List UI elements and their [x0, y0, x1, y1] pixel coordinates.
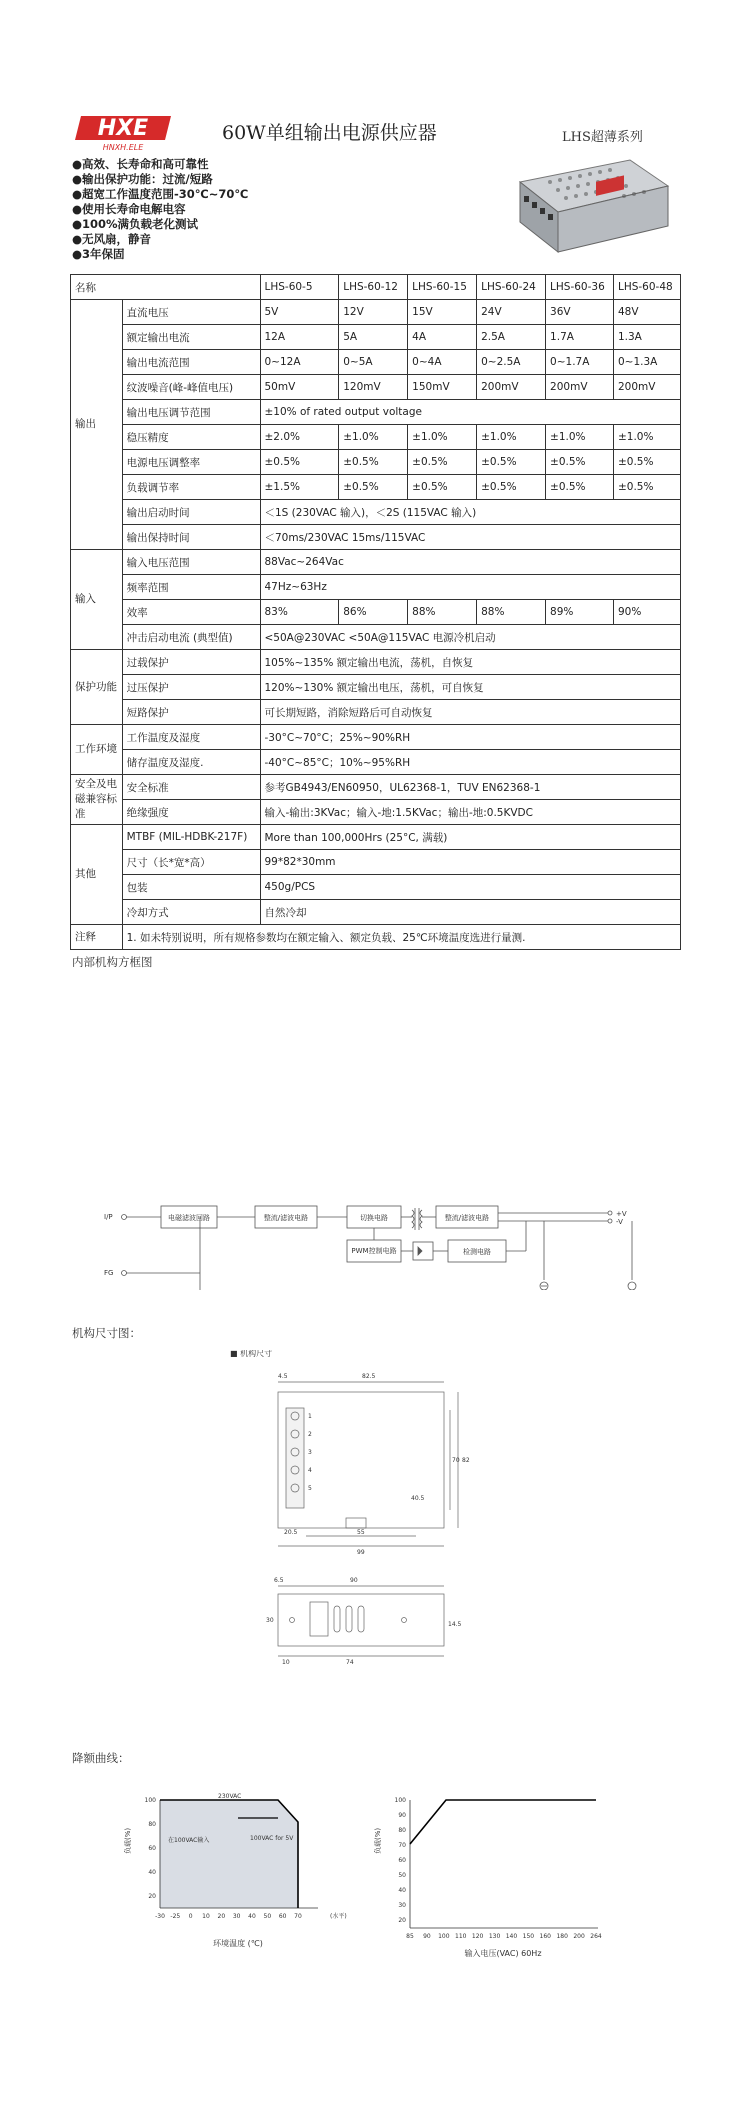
cell: ±1.5%: [260, 475, 339, 500]
tick-label: 90: [423, 1933, 431, 1940]
row-label: 负载调节率: [122, 475, 260, 500]
cell: 输入-输出:3KVac；输入-地:1.5KVac；输出-地:0.5KVDC: [260, 800, 681, 825]
tick-label: 60: [398, 1857, 406, 1864]
table-row: [71, 325, 681, 350]
tick-label: -25: [170, 1913, 181, 1920]
diagram-out-neg: -V: [616, 1218, 623, 1226]
cell: 0~1.3A: [613, 350, 680, 375]
feature-item: ●100%满负载老化测试: [72, 217, 199, 231]
feature-item: ●高效、长寿命和高可靠性: [72, 157, 209, 171]
dim-label: 14.5: [448, 1621, 462, 1628]
cell: ±1.0%: [546, 425, 614, 450]
tick-label: 80: [398, 1827, 406, 1834]
feature-item: ●输出保护功能：过流/短路: [72, 172, 213, 186]
cell: 200mV: [477, 375, 546, 400]
diagram-label-ip: I/P: [104, 1213, 113, 1221]
row-label: 过压保护: [122, 675, 260, 700]
row-label: 冲击启动电流 (典型值): [122, 625, 260, 650]
note-cell: 1. 如未特别说明，所有规格参数均在额定输入、额定负载、25℃环境温度选进行量测.: [122, 925, 680, 950]
cell: 89%: [546, 600, 614, 625]
cell: 50mV: [260, 375, 339, 400]
group-input: 输入: [71, 550, 123, 650]
logo-subtext: HNXH.ELE: [102, 143, 144, 152]
row-label: 直流电压: [122, 300, 260, 325]
cell: 0~4A: [408, 350, 477, 375]
pin-label: 5: [308, 1485, 312, 1492]
tick-label: 140: [505, 1933, 518, 1940]
cell: 12A: [260, 325, 339, 350]
cell: More than 100,000Hrs (25°C, 满载): [260, 825, 681, 850]
row-label: 输出保持时间: [122, 525, 260, 550]
cell: 88%: [477, 600, 546, 625]
curve1-note-right: 100VAC for 5V: [250, 1835, 294, 1842]
dim-label: 82: [462, 1457, 470, 1464]
page-title: 60W单组输出电源供应器: [222, 122, 437, 144]
row-label: 绝缘强度: [122, 800, 260, 825]
cell: 1.3A: [613, 325, 680, 350]
cell: 4A: [408, 325, 477, 350]
cell: 48V: [613, 300, 680, 325]
tick-label: 100: [438, 1933, 450, 1940]
cell: 15V: [408, 300, 477, 325]
dim-label: 90: [350, 1577, 358, 1584]
cell: ±1.0%: [408, 425, 477, 450]
table-row: [71, 700, 681, 725]
group-output: 输出: [71, 300, 123, 550]
cell: 90%: [613, 600, 680, 625]
cell: ±0.5%: [546, 475, 614, 500]
tick-label: 150: [522, 1933, 535, 1940]
pin-label: 1: [308, 1413, 312, 1420]
section-mechanical: 机构尺寸图：: [72, 1326, 141, 1340]
logo-text: HXE: [97, 116, 149, 141]
table-row: [71, 425, 681, 450]
cell: ±0.5%: [339, 475, 408, 500]
dim-label: 10: [282, 1659, 290, 1666]
table-row: [71, 550, 681, 575]
tick-label: 50: [263, 1913, 272, 1920]
cell: ±0.5%: [339, 450, 408, 475]
tick-label: 160: [539, 1933, 551, 1940]
diagram-block-rect2: 整流/滤波电路: [444, 1214, 490, 1222]
cell: ±1.0%: [477, 425, 546, 450]
tick-label: 10: [202, 1913, 210, 1920]
diagram-block-detect: 检测电路: [463, 1248, 491, 1256]
dim-label: 70: [452, 1457, 460, 1464]
table-row: [71, 650, 681, 675]
cell: 24V: [477, 300, 546, 325]
header-cell: 名称: [71, 275, 261, 300]
dim-label: 99: [357, 1549, 365, 1556]
row-label: 额定输出电流: [122, 325, 260, 350]
block-diagram: [60, 1170, 700, 1290]
dim-label: 55: [357, 1529, 365, 1536]
tick-label: 70: [398, 1842, 406, 1849]
cell: 2.5A: [477, 325, 546, 350]
table-row: [71, 350, 681, 375]
cell: 150mV: [408, 375, 477, 400]
tick-label: 85: [406, 1933, 414, 1940]
cell: ±0.5%: [477, 475, 546, 500]
feature-item: ●超宽工作温度范围-30℃~70℃: [72, 187, 249, 201]
curve1-note-top: 230VAC: [218, 1793, 242, 1800]
spec-table: [70, 274, 681, 950]
cell: 99*82*30mm: [260, 850, 681, 875]
dim-label: 4.5: [278, 1373, 288, 1380]
cell: 120mV: [339, 375, 408, 400]
feature-item: ●无风扇，静音: [72, 232, 152, 246]
curve1-ylabel: 负载(%): [124, 1827, 132, 1854]
curve1-note-left: 在100VAC输入: [168, 1837, 210, 1844]
cell: 36V: [546, 300, 614, 325]
cell: 83%: [260, 600, 339, 625]
cell: 120%~130% 额定输出电压，荡机，可自恢复: [260, 675, 681, 700]
row-label: MTBF (MIL-HDBK-217F): [122, 825, 260, 850]
cell: 200mV: [613, 375, 680, 400]
table-row: [71, 475, 681, 500]
table-row: [71, 575, 681, 600]
tick-label: 60: [148, 1845, 156, 1852]
row-label: 工作温度及湿度: [122, 725, 260, 750]
table-row: [71, 775, 681, 800]
row-label: 安全标准: [122, 775, 260, 800]
model-cell: LHS-60-48: [613, 275, 680, 300]
row-label: 纹波噪音(峰-峰值电压): [122, 375, 260, 400]
cell: 0~1.7A: [546, 350, 614, 375]
cell: 12V: [339, 300, 408, 325]
group-note: 注释: [71, 925, 123, 950]
table-row: [71, 675, 681, 700]
tick-label: 70: [294, 1913, 302, 1920]
cell: 0~5A: [339, 350, 408, 375]
table-row: [71, 625, 681, 650]
row-label: 电源电压调整率: [122, 450, 260, 475]
cell: 5V: [260, 300, 339, 325]
table-row: [71, 875, 681, 900]
pin-label: 3: [308, 1449, 312, 1456]
feature-list: [72, 157, 248, 262]
table-row: [71, 800, 681, 825]
tick-label: 80: [148, 1821, 156, 1828]
table-row: [71, 850, 681, 875]
row-label: 输出启动时间: [122, 500, 260, 525]
tick-label: 100: [144, 1797, 156, 1804]
cell: ±0.5%: [613, 475, 680, 500]
tick-label: 100: [394, 1797, 406, 1804]
cell: 47Hz~63Hz: [260, 575, 681, 600]
tick-label: 40: [248, 1913, 256, 1920]
tick-label: 20: [217, 1913, 226, 1920]
table-header-row: [71, 275, 681, 300]
row-label: 短路保护: [122, 700, 260, 725]
cell: 88Vac~264Vac: [260, 550, 681, 575]
tick-label: 30: [232, 1913, 241, 1920]
cell: ±1.0%: [339, 425, 408, 450]
tick-label: 40: [398, 1887, 406, 1894]
model-cell: LHS-60-36: [546, 275, 614, 300]
tick-label: 90: [398, 1812, 406, 1819]
cell: 105%~135% 额定输出电流，荡机，自恢复: [260, 650, 681, 675]
row-label: 冷却方式: [122, 900, 260, 925]
cell: -30°C~70°C；25%~90%RH: [260, 725, 681, 750]
table-row: [71, 900, 681, 925]
tick-label: 264: [590, 1933, 602, 1940]
model-cell: LHS-60-24: [477, 275, 546, 300]
tick-label: 30: [398, 1902, 406, 1909]
table-row: [71, 725, 681, 750]
row-label: 尺寸（长*宽*高）: [122, 850, 260, 875]
tick-label: 130: [488, 1933, 501, 1940]
tick-label: 20: [148, 1893, 156, 1900]
cell: 自然冷却: [260, 900, 681, 925]
cell: ±1.0%: [613, 425, 680, 450]
cell: ±10% of rated output voltage: [260, 400, 681, 425]
section-derating: 降额曲线：: [72, 1751, 130, 1765]
cell: ±0.5%: [408, 450, 477, 475]
diagram-out-pos: +V: [616, 1210, 627, 1218]
cell: 0~2.5A: [477, 350, 546, 375]
dim-label: 30: [266, 1617, 274, 1624]
dim-label: 82.5: [362, 1373, 376, 1380]
cell: 参考GB4943/EN60950，UL62368-1，TUV EN62368-1: [260, 775, 681, 800]
group-safety: 安全及电磁兼容标准: [71, 775, 123, 825]
diagram-block-emi: 电磁滤波回路: [168, 1214, 210, 1222]
cell: <50A@230VAC <50A@115VAC 电源冷机启动: [260, 625, 681, 650]
derating-curve-voltage: [368, 1790, 613, 1960]
cell: ＜70ms/230VAC 15ms/115VAC: [260, 525, 681, 550]
row-label: 稳压精度: [122, 425, 260, 450]
cell: 450g/PCS: [260, 875, 681, 900]
row-label: 过载保护: [122, 650, 260, 675]
dim-label: 6.5: [274, 1577, 284, 1584]
table-row: [71, 525, 681, 550]
diagram-block-pwm: PWM控制电路: [351, 1247, 397, 1255]
table-row: [71, 925, 681, 950]
tick-label: (水平): [330, 1913, 347, 1920]
row-label: 效率: [122, 600, 260, 625]
table-row: [71, 300, 681, 325]
tick-label: 0: [188, 1913, 193, 1920]
row-label: 输出电压调节范围: [122, 400, 260, 425]
cell: 1.7A: [546, 325, 614, 350]
table-row: [71, 600, 681, 625]
cell: 5A: [339, 325, 408, 350]
diagram-block-switch: 切换电路: [360, 1214, 388, 1222]
cell: 86%: [339, 600, 408, 625]
cell: ±0.5%: [477, 450, 546, 475]
tick-label: 40: [148, 1869, 156, 1876]
feature-item: ●3年保固: [72, 247, 125, 261]
derating-curve-temperature: [118, 1790, 362, 1960]
curve1-xlabel: 环境温度 (℃): [213, 1939, 263, 1948]
mech-tag: ■ 机构尺寸: [230, 1350, 273, 1358]
row-label: 输入电压范围: [122, 550, 260, 575]
group-protection: 保护功能: [71, 650, 123, 725]
company-logo: [75, 112, 173, 152]
dim-label: 20.5: [284, 1529, 298, 1536]
model-cell: LHS-60-15: [408, 275, 477, 300]
model-cell: LHS-60-5: [260, 275, 339, 300]
group-other: 其他: [71, 825, 123, 925]
cell: ±0.5%: [260, 450, 339, 475]
section-block-diagram: 内部机构方框图: [72, 955, 153, 969]
cell: ＜1S (230VAC 输入)，＜2S (115VAC 输入): [260, 500, 681, 525]
mechanical-drawing: [226, 1350, 486, 1710]
tick-label: 120: [471, 1933, 484, 1940]
product-photo: [500, 152, 672, 268]
model-cell: LHS-60-12: [339, 275, 408, 300]
row-label: 频率范围: [122, 575, 260, 600]
tick-label: 20: [398, 1917, 406, 1924]
table-row: [71, 375, 681, 400]
cell: 可长期短路，消除短路后可自动恢复: [260, 700, 681, 725]
cell: ±0.5%: [408, 475, 477, 500]
feature-item: ●使用长寿命电解电容: [72, 202, 186, 216]
row-label: 包装: [122, 875, 260, 900]
tick-label: 110: [455, 1933, 467, 1940]
dim-label: 40.5: [411, 1495, 425, 1502]
tick-label: 180: [556, 1933, 568, 1940]
series-name: LHS超薄系列: [562, 130, 643, 145]
cell: 200mV: [546, 375, 614, 400]
diagram-block-rect1: 整流/滤波电路: [263, 1214, 309, 1222]
table-row: [71, 750, 681, 775]
table-row: [71, 500, 681, 525]
tick-label: 50: [398, 1872, 406, 1879]
cell: ±0.5%: [546, 450, 614, 475]
pin-label: 4: [308, 1467, 312, 1474]
pin-label: 2: [308, 1431, 312, 1438]
cell: ±0.5%: [613, 450, 680, 475]
cell: 88%: [408, 600, 477, 625]
table-row: [71, 825, 681, 850]
cell: 0~12A: [260, 350, 339, 375]
cell: ±2.0%: [260, 425, 339, 450]
tick-label: 60: [278, 1913, 287, 1920]
cell: -40°C~85°C；10%~95%RH: [260, 750, 681, 775]
tick-label: -30: [155, 1913, 165, 1920]
dim-label: 74: [346, 1659, 354, 1666]
row-label: 储存温度及湿度.: [122, 750, 260, 775]
group-environment: 工作环境: [71, 725, 123, 775]
table-row: [71, 450, 681, 475]
curve2-xlabel: 输入电压(VAC) 60Hz: [464, 1949, 542, 1958]
row-label: 输出电流范围: [122, 350, 260, 375]
table-row: [71, 400, 681, 425]
diagram-label-fg: FG: [104, 1269, 114, 1277]
curve2-ylabel: 负载(%): [374, 1827, 382, 1854]
tick-label: 200: [573, 1933, 585, 1940]
